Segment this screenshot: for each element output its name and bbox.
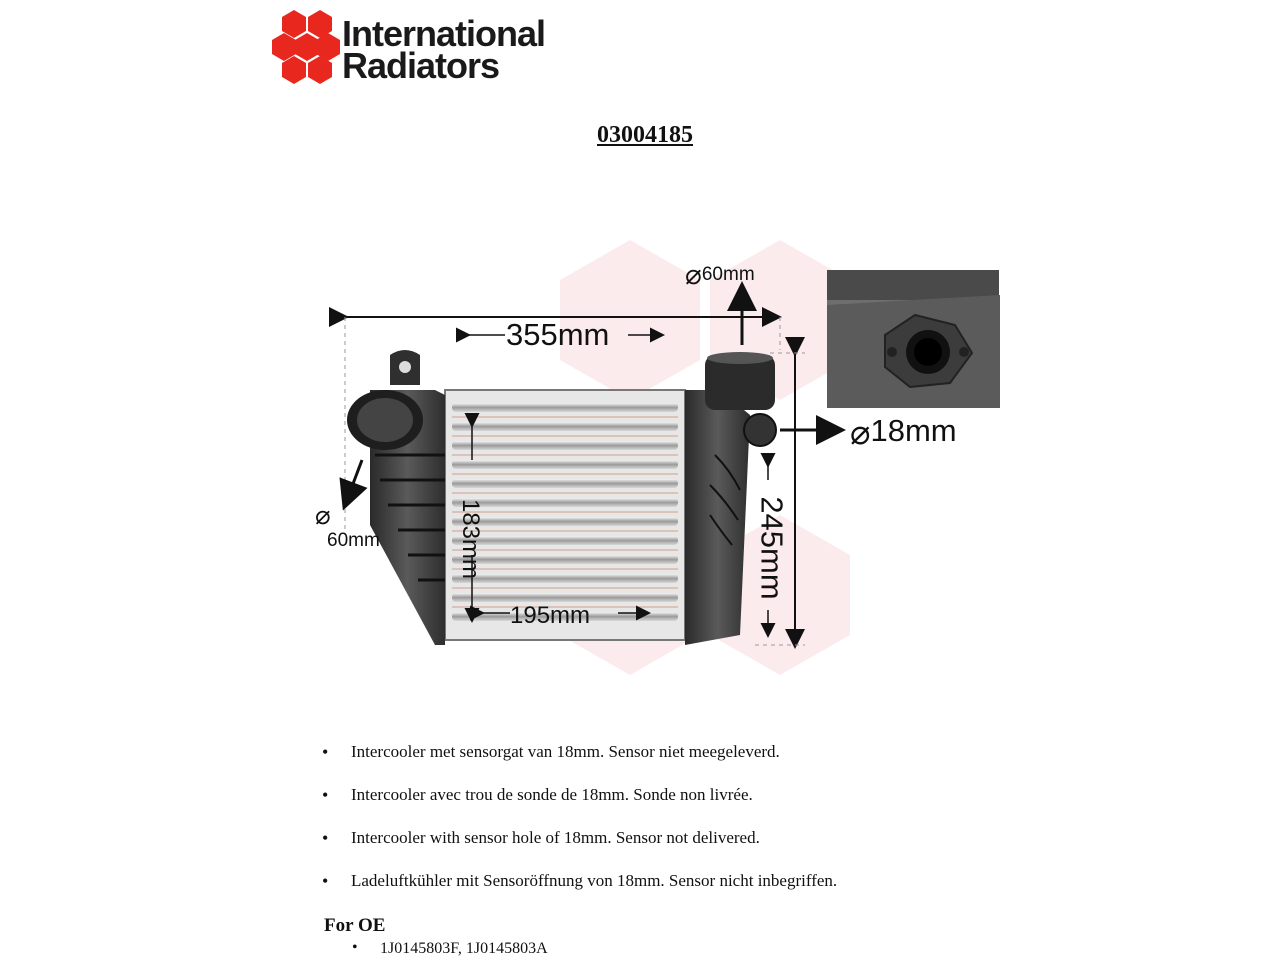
diameter-icon: ⌀ <box>685 259 702 290</box>
dim-core-width: 195mm <box>510 602 591 629</box>
intercooler-illustration <box>300 225 1020 685</box>
product-drawing <box>300 225 1020 685</box>
dim-core-height: 183mm <box>457 498 485 580</box>
sensor-hole-inset <box>827 270 1000 408</box>
diameter-icon: ⌀ <box>850 414 871 452</box>
note-item: • Intercooler with sensor hole of 18mm. Sensor not delivered. <box>322 826 1022 869</box>
note-item: • Intercooler met sensorgat van 18mm. Sensor niet meegeleverd. <box>322 740 1022 783</box>
notes-list <box>322 740 1022 912</box>
dim-width: 355mm <box>506 317 610 352</box>
dim-sensor-hole: ⌀18mm <box>850 413 957 452</box>
note-item: • Ladeluftkühler mit Sensoröffnung von 18mm. Sensor nicht inbegriffen. <box>322 869 1022 912</box>
brand-name-line1: International <box>342 13 546 54</box>
diameter-icon-inlet: ⌀ <box>315 500 331 530</box>
oe-title: For OE <box>324 915 386 936</box>
oe-numbers: • 1J0145803F, 1J0145803A <box>352 940 548 958</box>
part-number: 03004185 <box>597 122 693 148</box>
hexagon-logo-icon <box>272 8 342 88</box>
brand-name-line2: Radiators <box>342 45 500 86</box>
dim-outlet-diameter: ⌀60mm <box>685 259 755 290</box>
dim-inlet-diameter: 60mm <box>327 530 380 551</box>
brand-logo <box>272 8 632 88</box>
dim-total-height: 245mm <box>754 496 790 600</box>
note-item: • Intercooler avec trou de sonde de 18mm. Sonde non livrée. <box>322 783 1022 826</box>
